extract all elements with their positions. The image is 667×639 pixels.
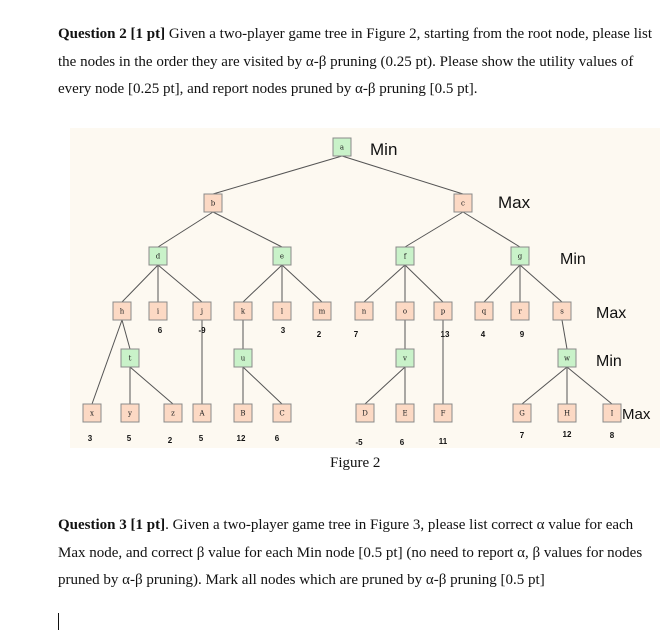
node-x	[83, 404, 101, 422]
node-I-label: I	[610, 409, 614, 418]
node-q-label: q	[481, 307, 487, 316]
node-B-label: B	[240, 409, 246, 418]
value-C: 6	[274, 434, 280, 443]
node-k	[234, 302, 252, 320]
node-q	[475, 302, 493, 320]
node-b	[204, 194, 222, 212]
node-D-label: D	[362, 409, 368, 418]
node-F-label: F	[440, 409, 446, 418]
value-l: 3	[280, 326, 286, 335]
level-label-3: Min	[560, 251, 586, 268]
node-m-label: m	[318, 307, 326, 316]
figure-caption: Figure 2	[330, 455, 381, 471]
node-l-label: l	[280, 307, 284, 316]
node-i	[149, 302, 167, 320]
value-z: 2	[167, 436, 173, 445]
node-a	[333, 138, 351, 156]
node-k-label: k	[240, 307, 246, 316]
node-a-label: a	[339, 143, 345, 152]
node-m	[313, 302, 331, 320]
node-D	[356, 404, 374, 422]
level-label-5: Min	[596, 353, 622, 370]
node-c-label: c	[461, 199, 465, 208]
question-2-text: Given a two-player game tree in Figure 2, starting from the root node, please list the nodes in the order they are visited by α-β pruning (0.25 pt). Please show the utility values of every node [0.25 pt], and report nodes pruned by α-β pruning [0.5 pt].	[58, 26, 653, 97]
node-j-label: j	[200, 307, 204, 316]
node-I	[603, 404, 621, 422]
node-C-label: C	[279, 409, 285, 418]
node-w-label: w	[564, 354, 570, 363]
node-v	[396, 349, 414, 367]
node-G	[513, 404, 531, 422]
node-j	[193, 302, 211, 320]
node-C	[273, 404, 291, 422]
node-n-label: n	[361, 307, 367, 316]
node-F	[434, 404, 452, 422]
node-e-label: e	[279, 252, 285, 261]
node-E	[396, 404, 414, 422]
level-label-1: Min	[370, 140, 398, 159]
value-F: 11	[438, 437, 448, 446]
node-f	[396, 247, 414, 265]
node-g-label: g	[517, 252, 523, 261]
node-H	[558, 404, 576, 422]
value-D: -5	[355, 438, 363, 447]
node-p	[434, 302, 452, 320]
node-l	[273, 302, 291, 320]
value-y: 5	[126, 434, 132, 443]
node-b-label: b	[210, 199, 216, 208]
question-2-paragraph	[58, 21, 658, 104]
node-g	[511, 247, 529, 265]
node-r-label: r	[518, 307, 522, 316]
game-tree-figure	[70, 128, 660, 448]
level-label-6: Max	[622, 406, 651, 423]
node-c	[454, 194, 472, 212]
node-p-label: p	[440, 307, 446, 316]
value-i: 6	[157, 326, 163, 335]
node-d	[149, 247, 167, 265]
value-B: 12	[236, 434, 246, 443]
node-y	[121, 404, 139, 422]
node-y-label: y	[128, 409, 132, 418]
value-m: 2	[316, 330, 322, 339]
value-n: 7	[353, 330, 359, 339]
node-z	[164, 404, 182, 422]
node-d-label: d	[155, 252, 161, 261]
node-h-label: h	[119, 307, 125, 316]
node-t-label: t	[128, 354, 132, 363]
node-h	[113, 302, 131, 320]
node-f-label: f	[403, 252, 407, 261]
node-t	[121, 349, 139, 367]
node-w	[558, 349, 576, 367]
question-3-paragraph	[58, 512, 658, 595]
node-G-label: G	[519, 409, 525, 418]
node-i-label: i	[156, 307, 160, 316]
text-cursor	[58, 613, 59, 630]
value-r: 9	[519, 330, 525, 339]
node-n	[355, 302, 373, 320]
node-H-label: H	[563, 409, 571, 418]
node-B	[234, 404, 252, 422]
node-e	[273, 247, 291, 265]
value-q: 4	[480, 330, 486, 339]
node-E-label: E	[402, 409, 408, 418]
node-o-label: o	[402, 307, 408, 316]
node-s-label: s	[560, 307, 564, 316]
value-E: 6	[399, 438, 405, 447]
node-u	[234, 349, 252, 367]
value-I: 8	[609, 431, 615, 440]
node-z-label: z	[171, 409, 175, 418]
node-s	[553, 302, 571, 320]
node-A-label: A	[199, 409, 205, 418]
node-v-label: v	[403, 354, 407, 363]
value-H: 12	[562, 430, 572, 439]
level-label-2: Max	[498, 193, 531, 212]
node-u-label: u	[240, 354, 246, 363]
value-j: -9	[198, 326, 206, 335]
question-3-label: Question 3 [1 pt]	[58, 517, 166, 533]
node-A	[193, 404, 211, 422]
level-label-4: Max	[596, 305, 627, 322]
value-x: 3	[87, 434, 93, 443]
node-r	[511, 302, 529, 320]
question-2-label: Question 2 [1 pt]	[58, 26, 166, 42]
value-G: 7	[519, 431, 525, 440]
value-A: 5	[198, 434, 204, 443]
question-3-text: . Given a two-player game tree in Figure 3, please list correct α value for each Max node, and correct β value for each Min node [0.5 pt] (no need to report α, β values for nodes pruned by α-β pruning). Mark all nodes which are pruned by α-β pruning [0.5 pt]	[58, 517, 643, 588]
node-o	[396, 302, 414, 320]
value-p: 13	[440, 330, 450, 339]
node-x-label: x	[90, 409, 94, 418]
